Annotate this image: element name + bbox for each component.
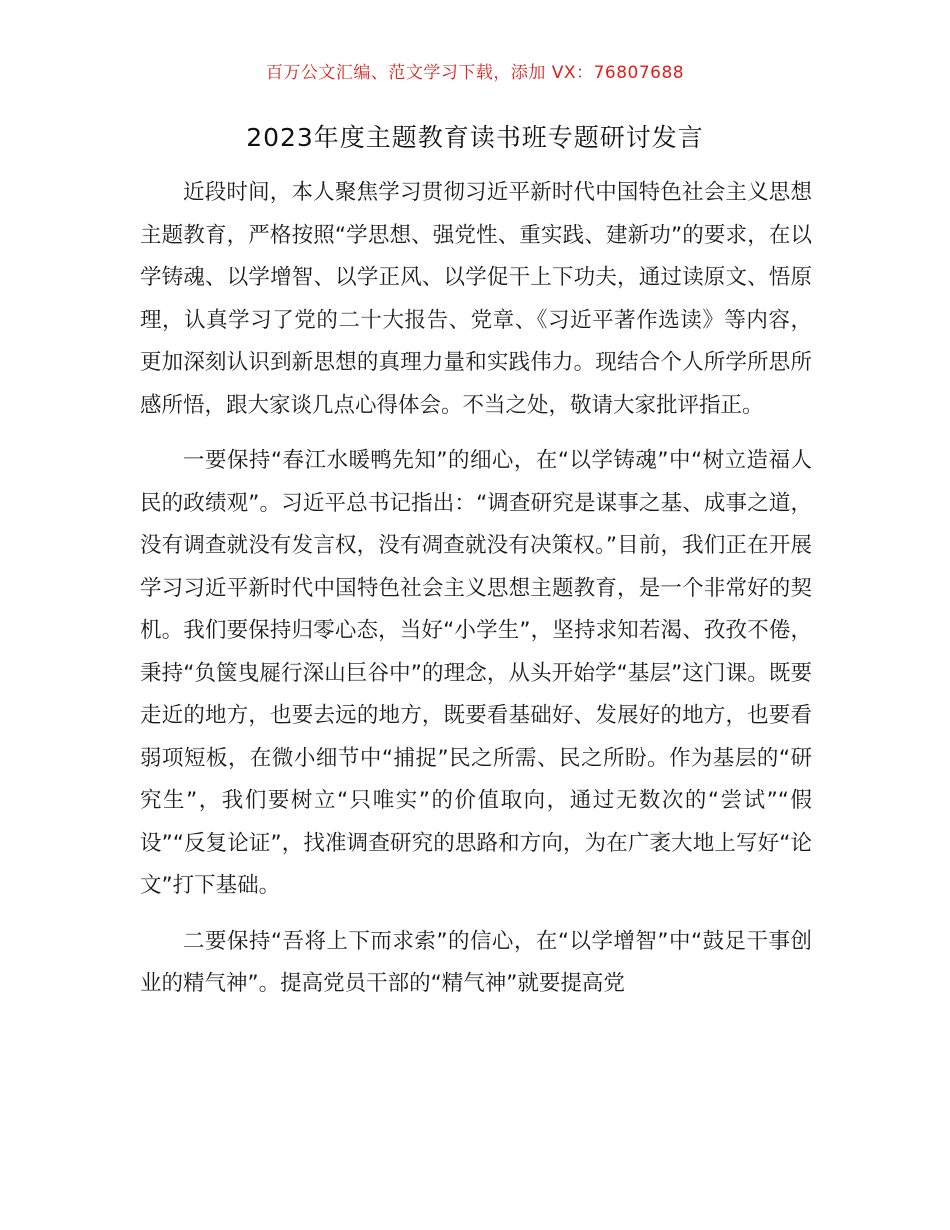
paragraph-point-one: 一要保持“春江水暖鸭先知”的细心，在“以学铸魂”中“树立造福人民的政绩观”。习近平总书记指出：“调查研究是谋事之基、成事之道，没有调查就没有发言权，没有凋查就没有决策权。”目前，我们正在开展学习习近平新时代中国特色社会主义思想主题教育，是一个非常好的契机。我们要保持归零心态，当好“小学生”，坚持求知若渴、孜孜不倦，秉持“负箧曳屣行深山巨谷中”的理念，从头开始学“基层”这门课。既要走近的地方，也要去远的地方，既要看基础好、发展好的地方，也要看弱项短板，在微小细节中“捕捉”民之所需、民之所盼。作为基层的“研究生”，我们要树立“只唯实”的价值取向，通过无数次的“尝试”“假设”“反复论证”，找准调查研究的思路和方向，为在广袤大地上写好“论文”打下基础。 — [140, 448, 812, 898]
document-title: 2023年度主题教育读书班专题研讨发言 — [246, 123, 704, 152]
paragraph-intro: 近段时间，本人聚焦学习贯彻习近平新时代中国特色社会主义思想主题教育，严格按照“学思想、强党性、重实践、建新功”的要求，在以学铸魂、以学增智、以学正风、以学促干上下功夫，通过读原文、悟原理，认真学习了党的二十大报告、党章、《习近平著作选读》等内容，更加深刻认识到新思想的真理力量和实践伟力。现结合个人所学所思所感所悟，跟大家谈几点心得体会。不当之处，敬请大家批评指正。 — [140, 180, 812, 418]
paragraph-point-two: 二要保持“吾将上下而求索”的信心，在“以学增智”中“鼓足干事创业的精气神”。提高党员干部的“精气神”就要提高党 — [140, 928, 812, 996]
header-banner: 百万公文汇编、范文学习下载，添加 VX：76807688 — [265, 63, 685, 83]
document-body — [140, 172, 812, 1019]
